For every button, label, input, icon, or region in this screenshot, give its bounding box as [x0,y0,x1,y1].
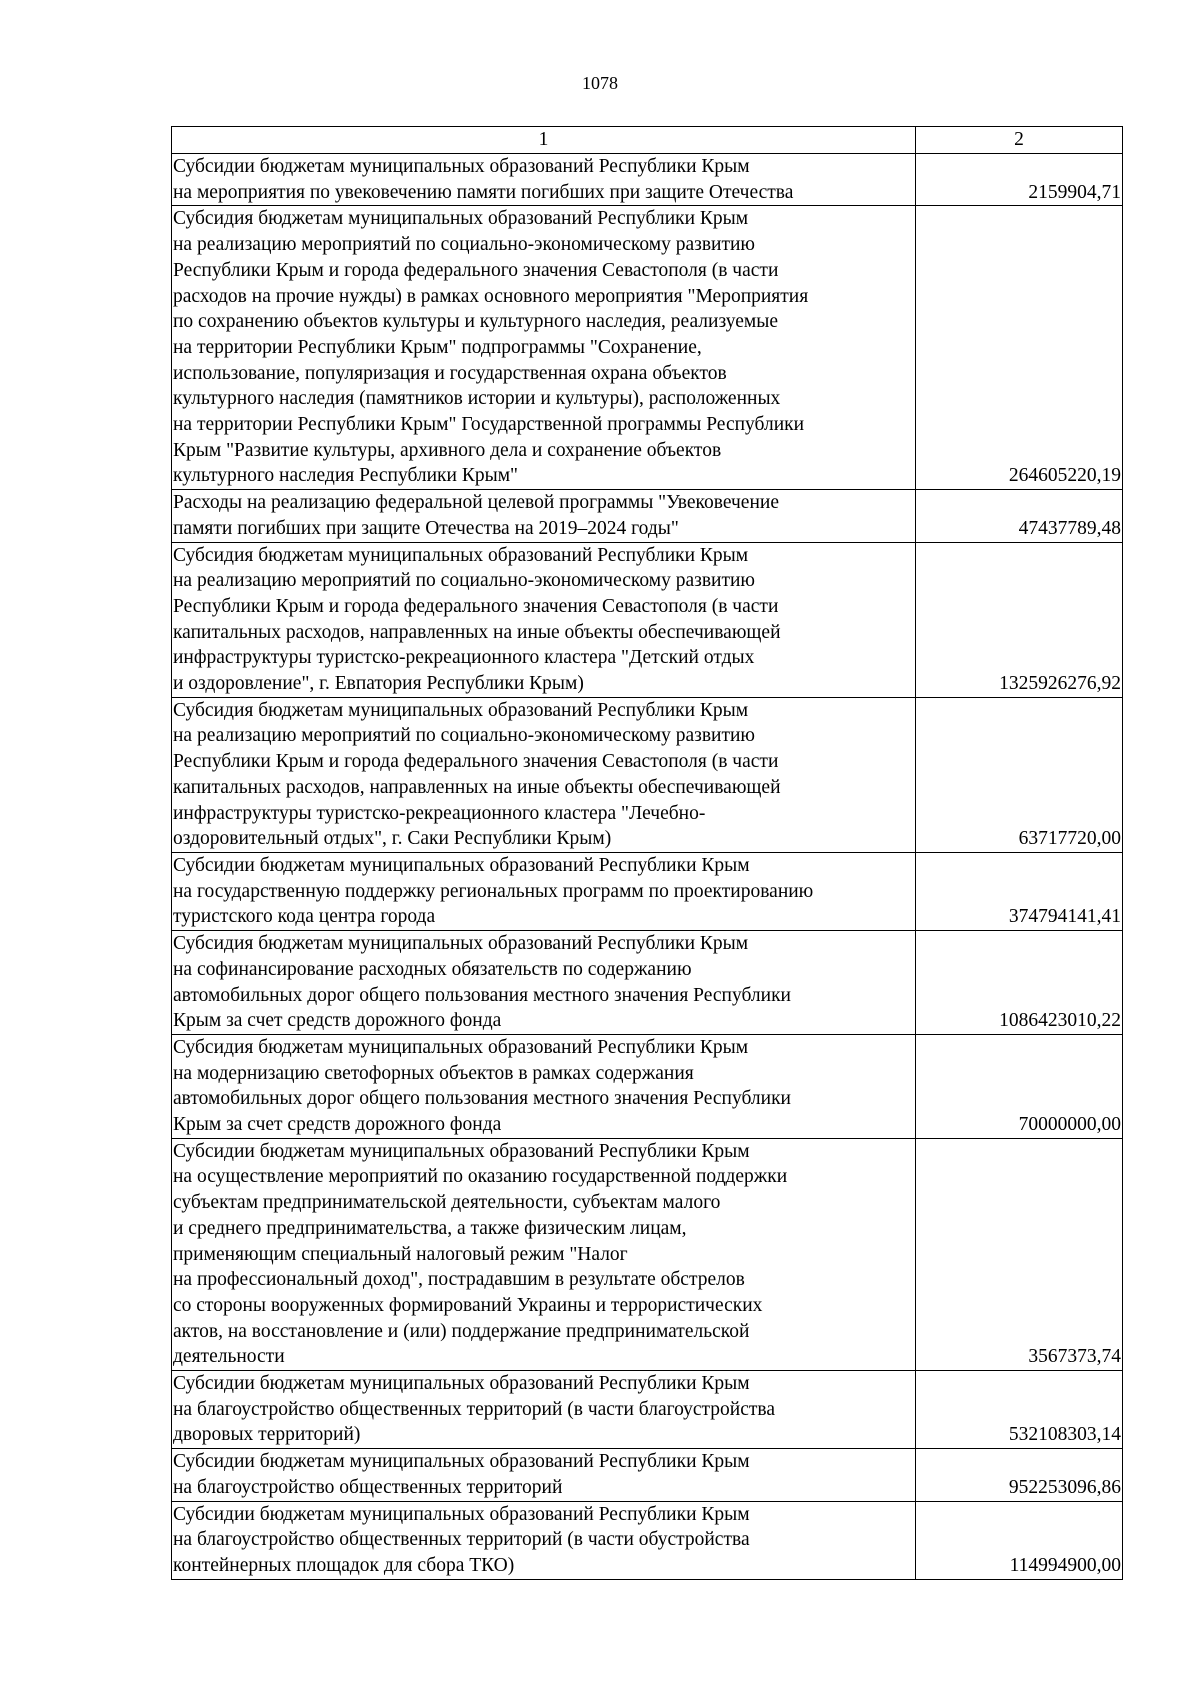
row-description: Субсидия бюджетам муниципальных образований Республики Крым на реализацию мероприятий по социально-экономическому развитию Республики Крым и города федерального значения Севастополя (в части капитальных расходов, направленных на иные объекты обеспечивающей инфраструктуры туристско-рекреационного кластера "Лечебно- оздоровительный отдых", г. Саки Республики Крым) [172,697,916,852]
row-description: Расходы на реализацию федеральной целевой программы "Увековечение памяти погибших при защите Отечества на 2019–2024 годы" [172,490,916,542]
row-description: Субсидии бюджетам муниципальных образований Республики Крым на благоустройство общественных территорий [172,1449,916,1501]
row-description: Субсидии бюджетам муниципальных образований Республики Крым на мероприятия по увековечению памяти погибших при защите Отечества [172,154,916,206]
table-row [172,542,1123,697]
row-amount: 3567373,74 [916,1138,1123,1370]
table-row [172,1371,1123,1449]
row-amount: 1325926276,92 [916,542,1123,697]
row-description: Субсидии бюджетам муниципальных образований Республики Крым на благоустройство общественных территорий (в части благоустройства дворовых территорий) [172,1371,916,1449]
table-row [172,852,1123,930]
budget-table [171,126,1123,1580]
column-header-amount: 2 [916,127,1123,154]
table-row [172,490,1123,542]
row-description: Субсидия бюджетам муниципальных образований Республики Крым на софинансирование расходных обязательств по содержанию автомобильных дорог общего пользования местного значения Республики Крым за счет средств дорожного фонда [172,931,916,1035]
row-amount: 114994900,00 [916,1501,1123,1579]
table-row [172,206,1123,490]
row-amount: 70000000,00 [916,1034,1123,1138]
row-description: Субсидии бюджетам муниципальных образований Республики Крым на благоустройство общественных территорий (в части обустройства контейнерных площадок для сбора ТКО) [172,1501,916,1579]
table-row [172,1138,1123,1370]
row-description: Субсидии бюджетам муниципальных образований Республики Крым на государственную поддержку региональных программ по проектированию туристского кода центра города [172,852,916,930]
row-description: Субсидия бюджетам муниципальных образований Республики Крым на реализацию мероприятий по социально-экономическому развитию Республики Крым и города федерального значения Севастополя (в части расходов на прочие нужды) в рамках основного мероприятия "Мероприятия по сохранению объектов культуры и культурного наследия, реализуемые на территории Республики Крым" подпрограммы "Сохранение, использование, популяризация и государственная охрана объектов культурного наследия (памятников истории и культуры), расположенных на территории Республики Крым" Государственной программы Республики Крым "Развитие культуры, архивного дела и сохранение объектов культурного наследия Республики Крым" [172,206,916,490]
row-amount: 374794141,41 [916,852,1123,930]
column-header-description: 1 [172,127,916,154]
table-row [172,1034,1123,1138]
row-amount: 952253096,86 [916,1449,1123,1501]
table-body [172,154,1123,1580]
row-amount: 63717720,00 [916,697,1123,852]
row-amount: 2159904,71 [916,154,1123,206]
row-amount: 532108303,14 [916,1371,1123,1449]
table-row [172,154,1123,206]
table-row [172,1501,1123,1579]
table-row [172,931,1123,1035]
row-amount: 47437789,48 [916,490,1123,542]
table-row [172,697,1123,852]
table-row [172,1449,1123,1501]
row-amount: 264605220,19 [916,206,1123,490]
row-description: Субсидии бюджетам муниципальных образований Республики Крым на осуществление мероприятий по оказанию государственной поддержки субъектам предпринимательской деятельности, субъектам малого и среднего предпринимательства, а также физическим лицам, применяющим специальный налоговый режим "Налог на профессиональный доход", пострадавшим в результате обстрелов со стороны вооруженных формирований Украины и террористических актов, на восстановление и (или) поддержание предпринимательской деятельности [172,1138,916,1370]
row-amount: 1086423010,22 [916,931,1123,1035]
row-description: Субсидия бюджетам муниципальных образований Республики Крым на реализацию мероприятий по социально-экономическому развитию Республики Крым и города федерального значения Севастополя (в части капитальных расходов, направленных на иные объекты обеспечивающей инфраструктуры туристско-рекреационного кластера "Детский отдых и оздоровление", г. Евпатория Республики Крым) [172,542,916,697]
row-description: Субсидия бюджетам муниципальных образований Республики Крым на модернизацию светофорных объектов в рамках содержания автомобильных дорог общего пользования местного значения Республики Крым за счет средств дорожного фонда [172,1034,916,1138]
table-header-row [172,127,1123,154]
page-number: 1078 [582,73,618,93]
